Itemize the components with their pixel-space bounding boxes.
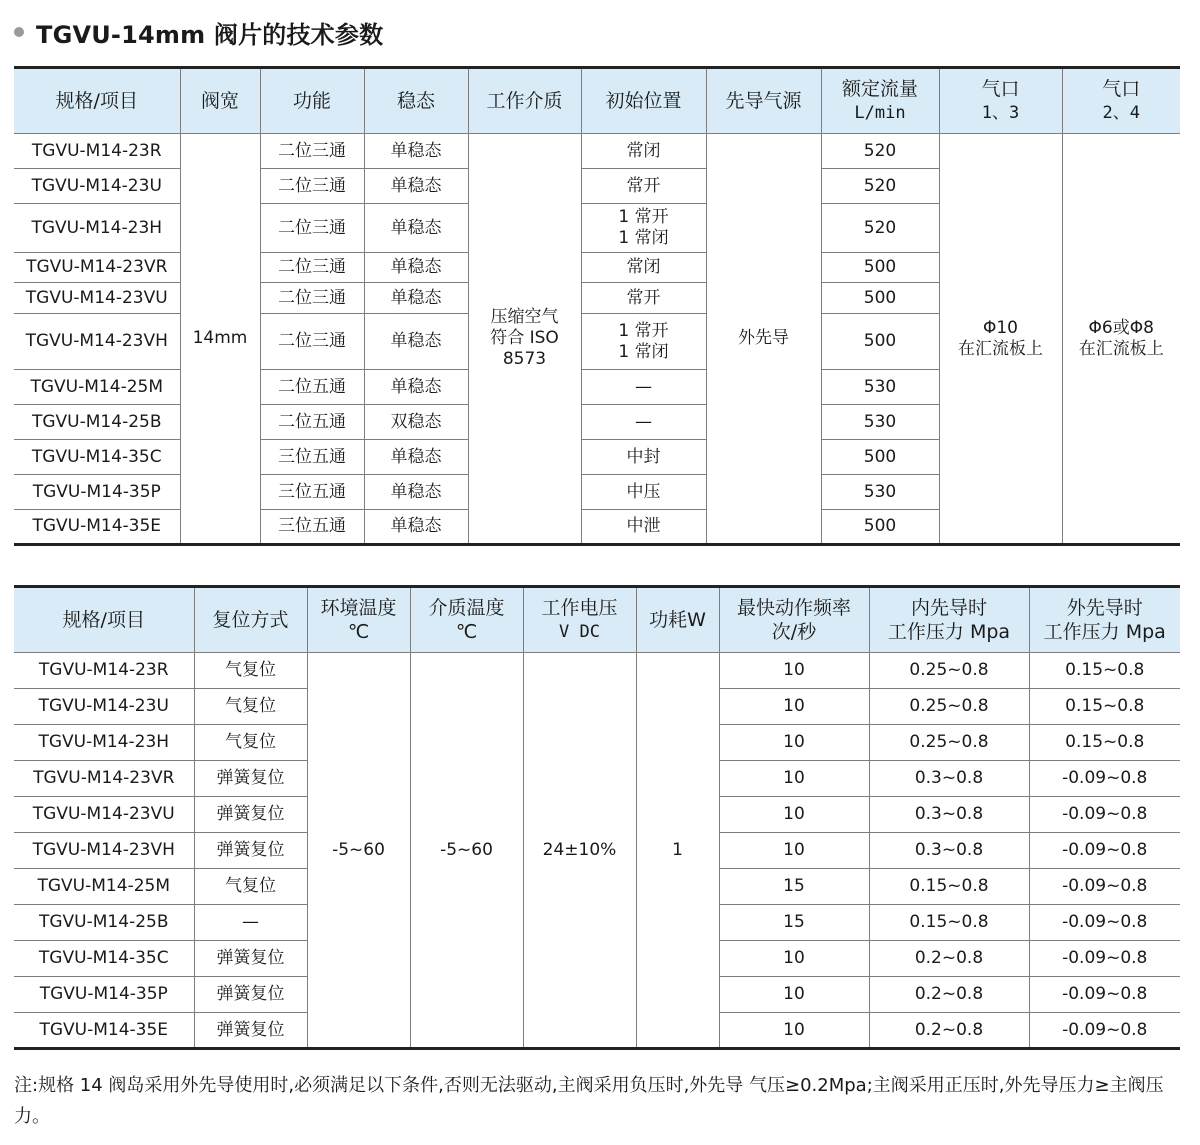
- header-initial: 初始位置: [581, 68, 706, 134]
- cell-flow: 500: [821, 510, 939, 545]
- cell-port24: [1062, 134, 1180, 545]
- cell-model: TGVU-M14-23VH: [14, 833, 194, 869]
- cell-function: 二位三通: [260, 283, 364, 314]
- cell-function: 二位三通: [260, 204, 364, 253]
- cell-initial: —: [581, 405, 706, 440]
- cell-outer-pressure: -0.09~0.8: [1029, 797, 1180, 833]
- cell-function: 二位三通: [260, 169, 364, 204]
- header-width: 阀宽: [180, 68, 260, 134]
- cell-function: 二位五通: [260, 370, 364, 405]
- cell-freq: 15: [719, 869, 869, 905]
- cell-outer-pressure: -0.09~0.8: [1029, 761, 1180, 797]
- cell-initial: 常开: [581, 169, 706, 204]
- header-freq: [719, 587, 869, 653]
- cell-function: 二位三通: [260, 134, 364, 169]
- cell-flow: 500: [821, 283, 939, 314]
- cell-model: TGVU-M14-23VH: [14, 314, 180, 370]
- cell-flow: 500: [821, 440, 939, 475]
- valve-spec-table-2: [14, 585, 1180, 1050]
- header-port13: [939, 68, 1062, 134]
- cell-model: TGVU-M14-23U: [14, 169, 180, 204]
- cell-freq: 10: [719, 689, 869, 725]
- cell-flow: 530: [821, 370, 939, 405]
- medium-line-3: 8573: [502, 349, 547, 369]
- cell-model: TGVU-M14-23R: [14, 134, 180, 169]
- page-title: [14, 12, 383, 52]
- header-voltage: [523, 587, 636, 653]
- cell-reset: 弹簧复位: [194, 1013, 307, 1049]
- cell-outer-pressure: 0.15~0.8: [1029, 689, 1180, 725]
- cell-med-temp: -5~60: [410, 653, 523, 1049]
- cell-stability: 单稳态: [364, 370, 468, 405]
- cell-flow: 520: [821, 204, 939, 253]
- header-power: 功耗W: [636, 587, 719, 653]
- header-spec: 规格/项目: [14, 68, 180, 134]
- cell-outer-pressure: -0.09~0.8: [1029, 905, 1180, 941]
- cell-stability: 单稳态: [364, 283, 468, 314]
- header-inner-pilot-sub: 工作压力 Mpa: [887, 621, 1011, 643]
- cell-model: TGVU-M14-23U: [14, 689, 194, 725]
- cell-flow: 500: [821, 314, 939, 370]
- cell-freq: 10: [719, 761, 869, 797]
- header-port24: [1062, 68, 1180, 134]
- cell-stability: 单稳态: [364, 314, 468, 370]
- page-title-text: TGVU-14mm 阀片的技术参数: [36, 20, 384, 49]
- header-pilot: 先导气源: [706, 68, 821, 134]
- cell-model: TGVU-M14-23H: [14, 204, 180, 253]
- table-header-row: [14, 587, 1180, 653]
- cell-function: 二位三通: [260, 253, 364, 283]
- cell-flow: 520: [821, 134, 939, 169]
- header-flow: [821, 68, 939, 134]
- header-voltage-label: 工作电压: [541, 597, 618, 619]
- port13-line-1: Φ10: [982, 317, 1018, 338]
- cell-outer-pressure: -0.09~0.8: [1029, 941, 1180, 977]
- cell-model: TGVU-M14-35E: [14, 510, 180, 545]
- cell-initial: 中压: [581, 475, 706, 510]
- cell-freq: 10: [719, 725, 869, 761]
- cell-stability: 单稳态: [364, 510, 468, 545]
- cell-reset: 弹簧复位: [194, 797, 307, 833]
- cell-reset: —: [194, 905, 307, 941]
- cell-freq: 10: [719, 1013, 869, 1049]
- cell-stability: 单稳态: [364, 134, 468, 169]
- cell-flow: 520: [821, 169, 939, 204]
- cell-stability: 双稳态: [364, 405, 468, 440]
- cell-inner-pressure: 0.3~0.8: [869, 761, 1029, 797]
- cell-model: TGVU-M14-23VR: [14, 761, 194, 797]
- cell-port13: [939, 134, 1062, 545]
- cell-model: TGVU-M14-35E: [14, 1013, 194, 1049]
- cell-model: TGVU-M14-23VU: [14, 797, 194, 833]
- header-reset: 复位方式: [194, 587, 307, 653]
- footnote: 注:规格 14 阀岛采用外先导使用时,必须满足以下条件,否则无法驱动,主阀采用负压时,外先导 气压≥0.2Mpa;主阀采用正压时,外先导压力≥主阀压力。: [14, 1075, 1164, 1127]
- cell-medium: [468, 134, 581, 545]
- header-port24-label: 气口: [1102, 78, 1141, 100]
- cell-function: 三位五通: [260, 475, 364, 510]
- cell-inner-pressure: 0.15~0.8: [869, 905, 1029, 941]
- header-stability: 稳态: [364, 68, 468, 134]
- port24-line-1: Φ6或Φ8: [1088, 317, 1154, 338]
- cell-outer-pressure: 0.15~0.8: [1029, 725, 1180, 761]
- cell-flow: 500: [821, 253, 939, 283]
- cell-stability: 单稳态: [364, 169, 468, 204]
- header-inner-pilot: [869, 587, 1029, 653]
- initial-line-2: 1 常闭: [618, 228, 669, 248]
- cell-voltage: 24±10%: [523, 653, 636, 1049]
- cell-power: 1: [636, 653, 719, 1049]
- header-med-temp-unit: ℃: [455, 621, 478, 643]
- cell-width: 14mm: [180, 134, 260, 545]
- header-freq-label: 最快动作频率: [736, 597, 851, 619]
- cell-outer-pressure: 0.15~0.8: [1029, 653, 1180, 689]
- cell-inner-pressure: 0.3~0.8: [869, 797, 1029, 833]
- cell-reset: 弹簧复位: [194, 941, 307, 977]
- cell-model: TGVU-M14-25B: [14, 905, 194, 941]
- cell-reset: 气复位: [194, 689, 307, 725]
- header-med-temp: [410, 587, 523, 653]
- cell-pilot: 外先导: [706, 134, 821, 545]
- cell-function: 三位五通: [260, 440, 364, 475]
- valve-spec-table-1: [14, 66, 1180, 546]
- cell-stability: 单稳态: [364, 253, 468, 283]
- table-header-row: [14, 68, 1180, 134]
- cell-inner-pressure: 0.3~0.8: [869, 833, 1029, 869]
- header-freq-unit: 次/秒: [771, 621, 817, 643]
- cell-reset: 气复位: [194, 725, 307, 761]
- header-flow-label: 额定流量: [841, 78, 918, 100]
- cell-inner-pressure: 0.2~0.8: [869, 977, 1029, 1013]
- cell-outer-pressure: -0.09~0.8: [1029, 833, 1180, 869]
- cell-env-temp: -5~60: [307, 653, 410, 1049]
- cell-initial: 常闭: [581, 134, 706, 169]
- cell-function: 二位三通: [260, 314, 364, 370]
- initial-line-1: 1 常开: [618, 207, 669, 227]
- cell-model: TGVU-M14-35C: [14, 941, 194, 977]
- header-flow-unit: L/min: [854, 103, 906, 123]
- cell-model: TGVU-M14-23H: [14, 725, 194, 761]
- cell-model: TGVU-M14-23R: [14, 653, 194, 689]
- cell-stability: 单稳态: [364, 475, 468, 510]
- cell-initial: 中泄: [581, 510, 706, 545]
- cell-initial: 中封: [581, 440, 706, 475]
- initial-line-1: 1 常开: [618, 320, 669, 341]
- header-voltage-unit: V DC: [559, 622, 600, 642]
- cell-initial: [581, 204, 706, 253]
- cell-flow: 530: [821, 405, 939, 440]
- header-inner-pilot-label: 内先导时: [910, 597, 987, 619]
- cell-initial: 常开: [581, 283, 706, 314]
- cell-inner-pressure: 0.2~0.8: [869, 1013, 1029, 1049]
- cell-outer-pressure: -0.09~0.8: [1029, 1013, 1180, 1049]
- table-row: [14, 134, 1180, 169]
- header-outer-pilot-sub: 工作压力 Mpa: [1043, 621, 1166, 643]
- cell-stability: 单稳态: [364, 204, 468, 253]
- cell-function: 二位五通: [260, 405, 364, 440]
- header-port24-sub: 2、4: [1102, 103, 1140, 123]
- cell-reset: 气复位: [194, 869, 307, 905]
- cell-initial: 常闭: [581, 253, 706, 283]
- bullet-dot-icon: [14, 27, 24, 37]
- header-outer-pilot: [1029, 587, 1180, 653]
- header-function: 功能: [260, 68, 364, 134]
- cell-inner-pressure: 0.15~0.8: [869, 869, 1029, 905]
- cell-freq: 10: [719, 653, 869, 689]
- cell-model: TGVU-M14-23VR: [14, 253, 180, 283]
- header-env-temp-label: 环境温度: [320, 597, 397, 619]
- header-port13-sub: 1、3: [981, 103, 1020, 123]
- cell-inner-pressure: 0.25~0.8: [869, 653, 1029, 689]
- cell-flow: 530: [821, 475, 939, 510]
- cell-model: TGVU-M14-25M: [14, 370, 180, 405]
- initial-line-2: 1 常闭: [618, 341, 669, 362]
- cell-inner-pressure: 0.25~0.8: [869, 725, 1029, 761]
- cell-freq: 10: [719, 833, 869, 869]
- cell-reset: 弹簧复位: [194, 833, 307, 869]
- cell-model: TGVU-M14-23VU: [14, 283, 180, 314]
- cell-freq: 10: [719, 977, 869, 1013]
- cell-stability: 单稳态: [364, 440, 468, 475]
- header-port13-label: 气口: [981, 78, 1020, 100]
- cell-function: 三位五通: [260, 510, 364, 545]
- cell-freq: 10: [719, 797, 869, 833]
- medium-line-2: 符合 ISO: [490, 328, 559, 348]
- cell-initial: —: [581, 370, 706, 405]
- header-outer-pilot-label: 外先导时: [1066, 597, 1143, 619]
- cell-reset: 气复位: [194, 653, 307, 689]
- header-env-temp: [307, 587, 410, 653]
- header-med-temp-label: 介质温度: [428, 597, 505, 619]
- cell-model: TGVU-M14-35P: [14, 977, 194, 1013]
- cell-model: TGVU-M14-35C: [14, 440, 180, 475]
- table-row: [14, 653, 1180, 689]
- cell-model: TGVU-M14-25M: [14, 869, 194, 905]
- cell-freq: 10: [719, 941, 869, 977]
- header-spec: 规格/项目: [14, 587, 194, 653]
- header-env-temp-unit: ℃: [347, 621, 370, 643]
- cell-initial: [581, 314, 706, 370]
- port13-line-2: 在汇流板上: [958, 338, 1043, 359]
- cell-reset: 弹簧复位: [194, 977, 307, 1013]
- cell-inner-pressure: 0.2~0.8: [869, 941, 1029, 977]
- cell-outer-pressure: -0.09~0.8: [1029, 869, 1180, 905]
- cell-outer-pressure: -0.09~0.8: [1029, 977, 1180, 1013]
- port24-line-2: 在汇流板上: [1078, 338, 1164, 359]
- medium-line-1: 压缩空气: [490, 307, 559, 327]
- cell-inner-pressure: 0.25~0.8: [869, 689, 1029, 725]
- cell-model: TGVU-M14-25B: [14, 405, 180, 440]
- header-medium: 工作介质: [468, 68, 581, 134]
- cell-model: TGVU-M14-35P: [14, 475, 180, 510]
- cell-reset: 弹簧复位: [194, 761, 307, 797]
- cell-freq: 15: [719, 905, 869, 941]
